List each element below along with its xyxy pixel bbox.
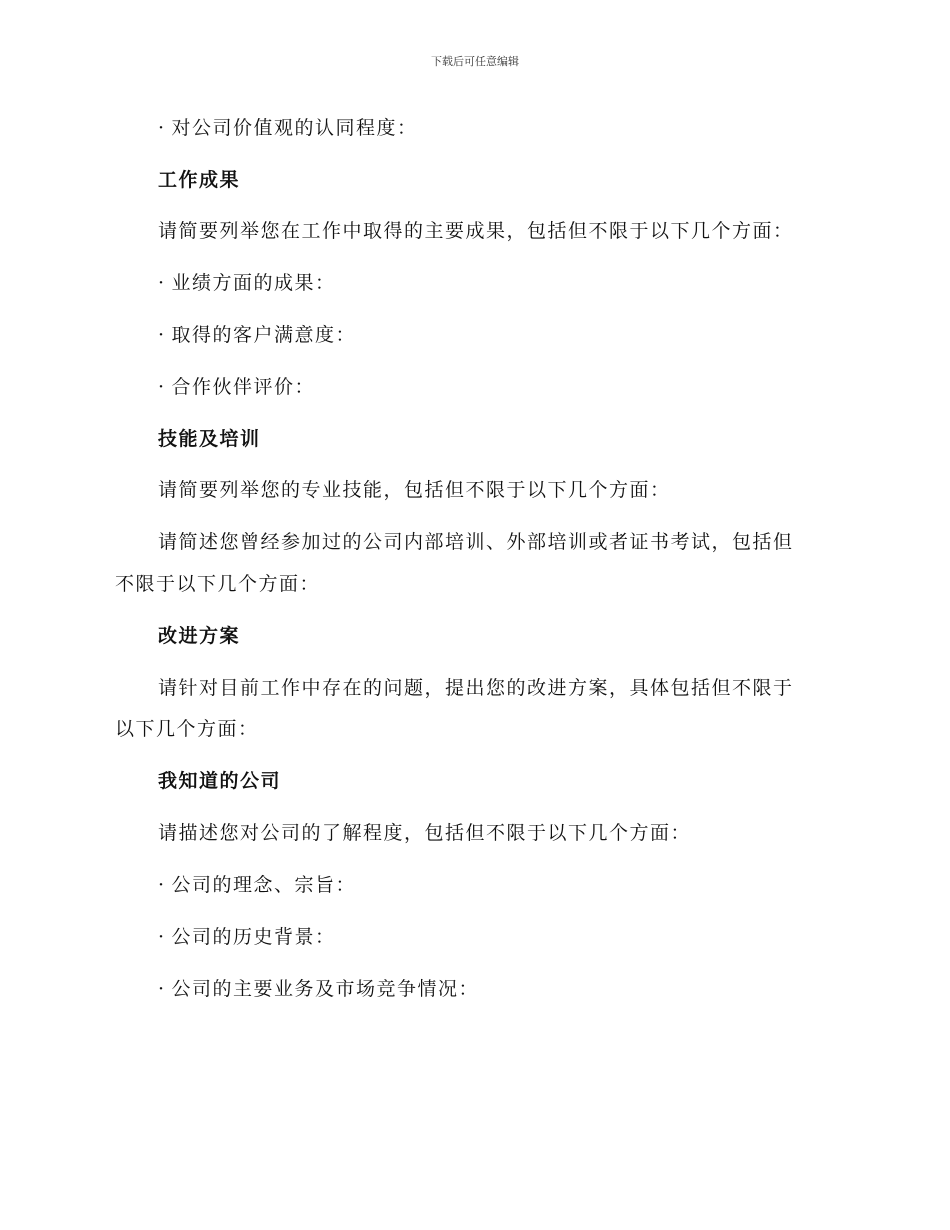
bullet-dot-icon: · <box>158 926 166 948</box>
page-header-note: 下载后可任意编辑 <box>431 55 519 68</box>
training-paragraph-line2: 不限于以下几个方面： <box>115 573 321 595</box>
bullet-customer-satisfaction: · 取得的客户满意度： <box>158 324 357 346</box>
bullet-dot-icon: · <box>158 117 166 139</box>
improvement-line1: 请针对目前工作中存在的问题，提出您的改进方案，具体包括但不限于 <box>158 677 794 699</box>
heading-skills: 技能及培训 <box>158 428 261 450</box>
skills-intro: 请简要列举您的专业技能，包括但不限于以下几个方面： <box>158 479 671 501</box>
achievements-intro: 请简要列举您在工作中取得的主要成果，包括但不限于以下几个方面： <box>158 220 794 242</box>
bullet-value-alignment: · 对公司价值观的认同程度： <box>158 117 418 139</box>
bullet-dot-icon: · <box>158 978 166 1000</box>
bullet-dot-icon: · <box>158 376 166 398</box>
bullet-dot-icon: · <box>158 874 166 896</box>
bullet-dot-icon: · <box>158 272 166 294</box>
heading-company: 我知道的公司 <box>158 770 282 792</box>
training-paragraph-line1: 请简述您曾经参加过的公司内部培训、外部培训或者证书考试，包括但 <box>158 531 794 553</box>
bullet-company-history: · 公司的历史背景： <box>158 926 336 948</box>
bullet-performance: · 业绩方面的成果： <box>158 272 336 294</box>
bullet-dot-icon: · <box>158 324 166 346</box>
company-intro: 请描述您对公司的了解程度，包括但不限于以下几个方面： <box>158 822 692 844</box>
bullet-partner-review: · 合作伙伴评价： <box>158 376 316 398</box>
heading-achievements: 工作成果 <box>158 169 241 191</box>
bullet-company-business: · 公司的主要业务及市场竞争情况： <box>158 978 480 1000</box>
improvement-line2: 以下几个方面： <box>115 718 259 740</box>
heading-improvement: 改进方案 <box>158 625 241 647</box>
bullet-company-philosophy: · 公司的理念、宗旨： <box>158 874 357 896</box>
